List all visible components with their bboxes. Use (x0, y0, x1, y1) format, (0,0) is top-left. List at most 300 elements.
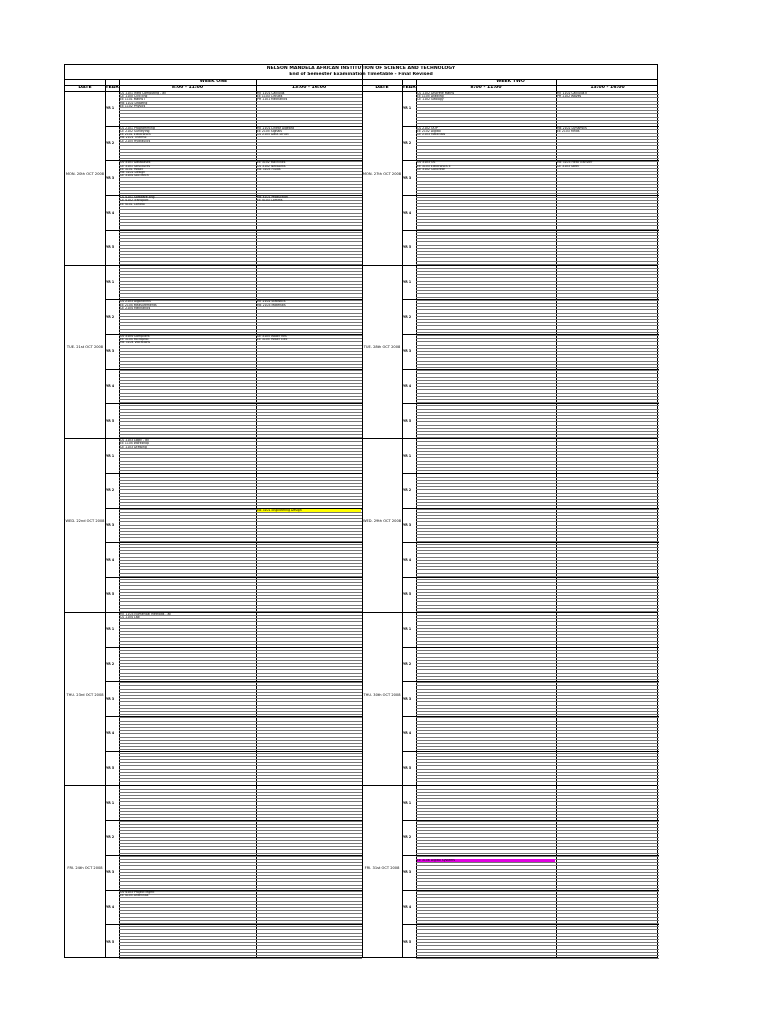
row-rule (556, 348, 659, 349)
row-rule (256, 669, 362, 670)
row-rule (119, 399, 256, 400)
row-rule (416, 598, 556, 599)
row-rule (256, 837, 362, 838)
row-rule (416, 666, 556, 667)
row-rule (416, 553, 556, 554)
row-rule (256, 805, 362, 806)
row-rule (119, 936, 256, 937)
row-rule (556, 805, 659, 806)
row-rule (556, 357, 659, 358)
year-label: YR 1 (403, 800, 412, 805)
year-label: YR 5 (106, 766, 115, 771)
row-rule (256, 145, 362, 146)
year-label: YR 3 (403, 349, 412, 354)
row-rule (416, 428, 556, 429)
row-rule (119, 746, 256, 747)
row-rule (119, 939, 256, 940)
course-entry: CS 3101 Databases (120, 161, 151, 165)
row-rule (416, 454, 556, 455)
row-rule (119, 489, 256, 490)
row-rule (256, 865, 362, 866)
row-rule (256, 441, 362, 442)
row-rule (256, 698, 362, 699)
row-rule (416, 913, 556, 914)
row-rule (416, 945, 556, 946)
row-rule (256, 657, 362, 658)
row-rule (416, 811, 556, 812)
row-rule (256, 711, 362, 712)
row-rule (556, 753, 659, 754)
row-rule (556, 254, 659, 255)
row-rule (556, 695, 659, 696)
row-rule (416, 200, 556, 201)
course-entry: CS 1101 Intro Computing - all (120, 92, 166, 95)
row-rule (119, 502, 256, 503)
row-rule (416, 740, 556, 741)
row-rule (416, 765, 556, 766)
year-label: YR 3 (403, 870, 412, 875)
row-rule (119, 281, 256, 282)
row-rule (556, 525, 659, 526)
row-rule (256, 618, 362, 619)
course-entry: CS 3102 Networks (257, 164, 286, 168)
row-rule (416, 287, 556, 288)
row-rule (119, 290, 256, 291)
row-rule (256, 380, 362, 381)
row-rule (416, 341, 556, 342)
row-rule (119, 949, 256, 950)
row-rule (119, 293, 256, 294)
course-entry: CS 3104 Compilers (120, 335, 150, 339)
row-rule (119, 496, 256, 497)
row-rule (119, 942, 256, 943)
row-rule (556, 827, 659, 828)
row-rule (416, 467, 556, 468)
row-rule (416, 853, 556, 854)
row-rule (119, 705, 256, 706)
row-rule (119, 625, 256, 626)
row-rule (256, 415, 362, 416)
row-rule (119, 641, 256, 642)
row-rule (256, 235, 362, 236)
row-rule (556, 955, 659, 956)
row-rule (556, 708, 659, 709)
row-rule (256, 660, 362, 661)
row-rule (416, 268, 556, 269)
course-entry: CS 2103 Algorithms (120, 300, 151, 304)
row-rule (256, 817, 362, 818)
row-rule (256, 634, 362, 635)
row-rule (416, 457, 556, 458)
row-rule (256, 409, 362, 410)
year-divider (402, 473, 659, 474)
row-rule (119, 566, 256, 567)
row-rule (556, 297, 659, 298)
row-rule (416, 746, 556, 747)
row-rule (256, 789, 362, 790)
row-rule (556, 499, 659, 500)
row-rule (556, 364, 659, 365)
row-rule (119, 190, 256, 191)
row-rule (256, 573, 362, 574)
row-rule (119, 431, 256, 432)
row-rule (256, 348, 362, 349)
row-rule (256, 534, 362, 535)
row-rule (556, 853, 659, 854)
row-rule (416, 396, 556, 397)
row-rule (556, 232, 659, 233)
course-entry: CS 4101 Software Eng (120, 196, 155, 200)
year-label: YR 3 (106, 696, 115, 701)
row-rule (256, 740, 362, 741)
year-label: YR 3 (403, 696, 412, 701)
row-rule (416, 158, 556, 159)
row-rule (256, 531, 362, 532)
row-rule (556, 489, 659, 490)
row-rule (256, 692, 362, 693)
row-rule (416, 585, 556, 586)
row-rule (416, 933, 556, 934)
course-entry: ME 2101 Thermo (120, 136, 147, 140)
year-divider (402, 751, 659, 752)
year-divider (402, 299, 659, 300)
row-rule (556, 345, 659, 346)
row-rule (556, 846, 659, 847)
row-rule (119, 313, 256, 314)
row-rule (416, 601, 556, 602)
row-rule (119, 595, 256, 596)
row-rule (416, 865, 556, 866)
row-rule (556, 512, 659, 513)
row-rule (256, 853, 362, 854)
year-label: YR 3 (403, 523, 412, 527)
row-rule (416, 781, 556, 782)
course-entry: CS 1102 Discrete Maths (417, 92, 455, 95)
row-rule (416, 875, 556, 876)
row-rule (119, 778, 256, 779)
row-rule (119, 869, 256, 870)
row-rule (416, 817, 556, 818)
row-rule (416, 759, 556, 760)
row-rule (416, 405, 556, 406)
row-rule (416, 431, 556, 432)
row-rule (416, 660, 556, 661)
row-rule (556, 477, 659, 478)
row-rule (556, 418, 659, 419)
row-rule (416, 673, 556, 674)
year-label: YR 3 (106, 349, 115, 354)
row-rule (256, 778, 362, 779)
row-rule (556, 219, 659, 220)
year-label: YR 1 (403, 279, 412, 284)
row-rule (119, 582, 256, 583)
row-rule (256, 467, 362, 468)
row-rule (416, 219, 556, 220)
row-rule (416, 569, 556, 570)
row-rule (416, 518, 556, 519)
row-rule (256, 907, 362, 908)
row-rule (256, 897, 362, 898)
course-entry: ME 2102 Dynamics (557, 126, 587, 130)
row-rule (119, 412, 256, 413)
row-rule (119, 881, 256, 882)
row-rule (119, 322, 256, 323)
row-rule (256, 232, 362, 233)
row-rule (416, 949, 556, 950)
row-rule (416, 152, 556, 153)
row-rule (416, 644, 556, 645)
row-rule (556, 573, 659, 574)
row-rule (416, 222, 556, 223)
row-rule (416, 795, 556, 796)
row-rule (119, 216, 256, 217)
row-rule (556, 177, 659, 178)
course-entry: CE 3103 Steel (557, 164, 579, 168)
day-date-label: FRI. 24th OCT 2008 (67, 866, 103, 871)
row-rule (119, 917, 256, 918)
course-entry: CE 2102 Surveying (120, 129, 150, 133)
row-rule (416, 550, 556, 551)
row-rule (416, 897, 556, 898)
row-rule (556, 461, 659, 462)
timetable-subtitle: End of Semester Examination Timetable - Final Revised (289, 72, 433, 77)
row-rule (416, 389, 556, 390)
row-rule (416, 682, 556, 683)
row-rule (556, 451, 659, 452)
row-rule (256, 881, 362, 882)
row-rule (256, 917, 362, 918)
year-divider (105, 577, 362, 578)
row-rule (556, 434, 659, 435)
row-rule (556, 830, 659, 831)
row-rule (416, 856, 556, 857)
row-rule (256, 293, 362, 294)
course-entry: EE 1103 Circuits (257, 95, 283, 99)
row-rule (556, 569, 659, 570)
row-rule (416, 798, 556, 799)
row-rule (256, 386, 362, 387)
row-rule (556, 605, 659, 606)
row-rule (256, 875, 362, 876)
row-rule (119, 241, 256, 242)
row-rule (256, 840, 362, 841)
row-rule (119, 553, 256, 554)
row-rule (556, 457, 659, 458)
row-rule (119, 759, 256, 760)
row-rule (556, 775, 659, 776)
row-rule (556, 383, 659, 384)
course-entry: EE 2104 Measurements (120, 303, 157, 307)
row-rule (416, 245, 556, 246)
row-rule (556, 415, 659, 416)
row-rule (119, 370, 256, 371)
row-rule (416, 840, 556, 841)
row-rule (256, 470, 362, 471)
row-rule (416, 775, 556, 776)
row-rule (556, 598, 659, 599)
row-rule (416, 762, 556, 763)
row-rule (256, 274, 362, 275)
row-rule (556, 306, 659, 307)
row-rule (556, 409, 659, 410)
row-rule (416, 805, 556, 806)
row-rule (119, 219, 256, 220)
row-rule (256, 528, 362, 529)
row-rule (556, 493, 659, 494)
day-date-label: MON. 27th OCT 2008 (362, 171, 402, 176)
row-rule (256, 772, 362, 773)
row-rule (556, 209, 659, 210)
row-rule (416, 206, 556, 207)
row-rule (416, 274, 556, 275)
row-rule (416, 483, 556, 484)
row-rule (416, 415, 556, 416)
row-rule (119, 421, 256, 422)
row-rule (416, 528, 556, 529)
row-rule (256, 213, 362, 214)
row-rule (119, 756, 256, 757)
row-rule (119, 383, 256, 384)
row-rule (256, 361, 362, 362)
row-rule (416, 290, 556, 291)
row-rule (119, 904, 256, 905)
row-rule (556, 412, 659, 413)
row-rule (119, 840, 256, 841)
row-rule (416, 737, 556, 738)
row-rule (256, 727, 362, 728)
row-rule (119, 692, 256, 693)
row-rule (256, 827, 362, 828)
row-rule (119, 933, 256, 934)
row-rule (119, 608, 256, 609)
year-divider (105, 820, 362, 821)
row-rule (556, 843, 659, 844)
row-rule (256, 187, 362, 188)
day-date-label: FRI. 31st OCT 2008 (364, 866, 400, 871)
row-rule (556, 891, 659, 892)
row-rule (256, 628, 362, 629)
row-rule (256, 445, 362, 446)
row-rule (556, 926, 659, 927)
row-rule (556, 631, 659, 632)
row-rule (416, 557, 556, 558)
row-rule (556, 641, 659, 642)
course-entry: EE 2101 Electronics (120, 133, 151, 137)
row-rule (256, 203, 362, 204)
row-rule (119, 184, 256, 185)
row-rule (556, 521, 659, 522)
row-rule (556, 769, 659, 770)
row-rule (416, 534, 556, 535)
row-rule (256, 641, 362, 642)
row-rule (256, 480, 362, 481)
row-rule (416, 499, 556, 500)
row-rule (256, 206, 362, 207)
row-rule (256, 894, 362, 895)
row-rule (256, 345, 362, 346)
row-rule (556, 547, 659, 548)
row-rule (416, 939, 556, 940)
row-rule (416, 544, 556, 545)
row-rule (556, 470, 659, 471)
row-rule (256, 418, 362, 419)
row-rule (556, 756, 659, 757)
row-rule (556, 373, 659, 374)
row-rule (416, 216, 556, 217)
row-rule (556, 721, 659, 722)
row-rule (119, 801, 256, 802)
year-divider (402, 230, 659, 231)
row-rule (256, 142, 362, 143)
row-rule (556, 878, 659, 879)
row-rule (256, 405, 362, 406)
course-entry: EE 3103 Electronics II (417, 164, 451, 168)
col-afternoon-w1: 13:00 - 16:00 (291, 85, 327, 90)
row-rule (416, 209, 556, 210)
year-label: YR 4 (106, 904, 115, 909)
row-rule (556, 592, 659, 593)
row-rule (556, 698, 659, 699)
row-rule (416, 509, 556, 510)
row-rule (119, 117, 256, 118)
row-rule (556, 261, 659, 262)
row-rule (416, 345, 556, 346)
row-rule (556, 625, 659, 626)
row-rule (416, 117, 556, 118)
row-rule (416, 357, 556, 358)
row-rule (256, 110, 362, 111)
day-date-label: WED. 22nd OCT 2008 (65, 519, 105, 523)
row-rule (556, 881, 659, 882)
row-rule (256, 878, 362, 879)
year-divider (402, 855, 659, 856)
year-divider (402, 403, 659, 404)
year-label: YR 2 (106, 835, 115, 840)
row-rule (416, 641, 556, 642)
year-label: YR 5 (403, 766, 412, 771)
row-rule (556, 765, 659, 766)
row-rule (416, 261, 556, 262)
row-rule (119, 920, 256, 921)
row-rule (256, 364, 362, 365)
row-rule (119, 676, 256, 677)
row-rule (119, 837, 256, 838)
row-rule (556, 601, 659, 602)
row-rule (416, 695, 556, 696)
row-rule (556, 251, 659, 252)
row-rule (416, 364, 556, 365)
row-rule (416, 708, 556, 709)
row-rule (256, 663, 362, 664)
row-rule (556, 673, 659, 674)
row-rule (256, 152, 362, 153)
row-rule (119, 669, 256, 670)
row-rule (119, 325, 256, 326)
row-rule (256, 521, 362, 522)
row-rule (119, 846, 256, 847)
row-rule (416, 579, 556, 580)
course-entry: EE 2102 Digital (417, 129, 441, 133)
row-rule (119, 865, 256, 866)
row-rule (256, 904, 362, 905)
row-rule (556, 281, 659, 282)
row-rule (256, 393, 362, 394)
row-rule (119, 380, 256, 381)
row-rule (256, 926, 362, 927)
row-rule (556, 865, 659, 866)
row-rule (256, 708, 362, 709)
year-label: YR 2 (106, 141, 115, 146)
